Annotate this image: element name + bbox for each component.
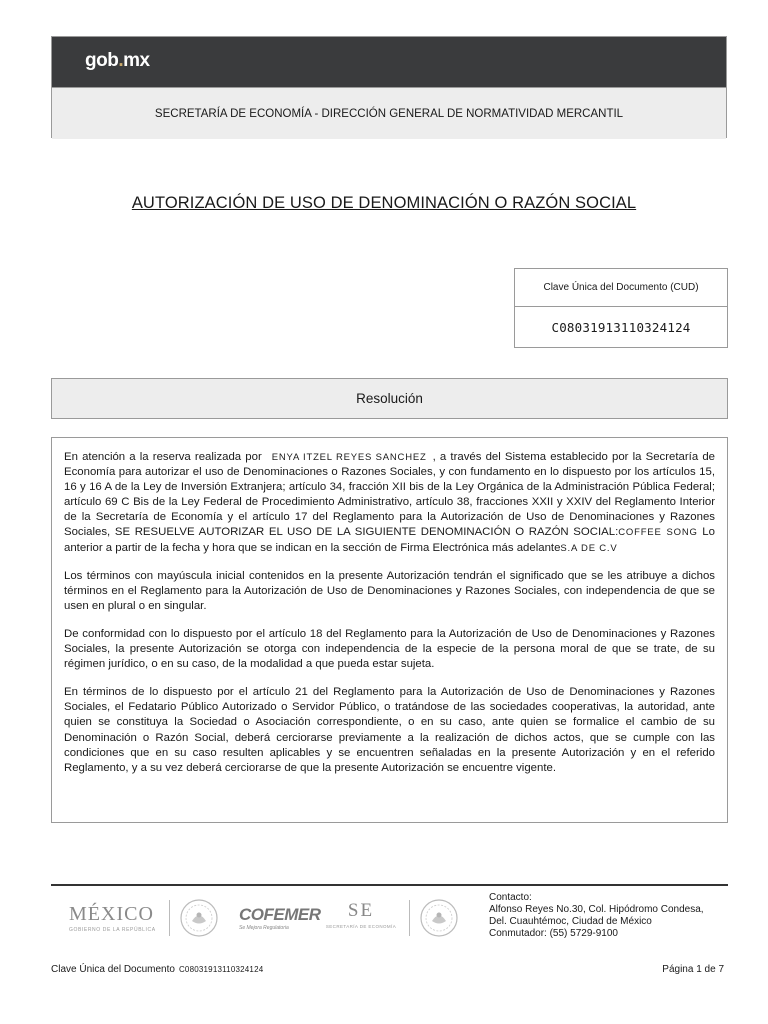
- logo-text-mx: mx: [123, 50, 150, 71]
- contact-label: Contacto:: [489, 892, 532, 903]
- national-seal-icon: [179, 898, 219, 938]
- paragraph-3: De conformidad con lo dispuesto por el artículo 18 del Reglamento para la Autorización de Uso de Denominaciones y Razones Sociales, la presente Autorización se otorga con independencia de la especie de la persona moral de que se trate, de su régimen jurídico, o en su caso, de la modalidad a que pueda estar sujeta.: [64, 627, 715, 671]
- contact-address-2: Del. Cuauhtémoc, Ciudad de México: [489, 916, 652, 927]
- se-logo-text: SE: [347, 900, 375, 921]
- applicant-name: ENYA ITZEL REYES SANCHEZ: [271, 452, 427, 463]
- contact-phone: Conmutador: (55) 5729-9100: [489, 928, 618, 939]
- mexico-logo: MÉXICO: [69, 903, 154, 925]
- logo-separator: [409, 900, 410, 936]
- footer-cud-value: C08031913110324124: [178, 965, 264, 974]
- gobmx-bar: [52, 37, 726, 87]
- contact-block: [489, 892, 704, 940]
- footer-divider: [51, 884, 728, 886]
- cofemer-logo-subtitle: Se Mejora Regulatoria: [239, 925, 289, 931]
- se-logo-subtitle: SECRETARÍA DE ECONOMÍA: [325, 924, 397, 929]
- resolution-body: [51, 437, 728, 823]
- company-type: S.A DE C.V: [560, 542, 618, 554]
- contact-address-1: Alfonso Reyes No.30, Col. Hipódromo Condesa,: [489, 904, 704, 915]
- footer-cud-label: Clave Única del Documento: [51, 964, 175, 975]
- footer-logos: [51, 888, 481, 946]
- cud-box: [514, 268, 728, 348]
- p1-legal-basis: , a través del Sistema establecido por la Secretaría de Economía para autorizar el uso de Denominaciones o Razones Sociales, y con fundamento en lo dispuesto por los artículos 15, 16 y 16 A de la Ley de Inversión Extranjera; artículo 34, fracción XII bis de la Ley Orgánica de la Administración Pública Federal; artículo 69 C Bis de la Ley Federal de Procedimiento Administrativo, artículo 38, fracciones XXII y XXIV del Reglamento Interior de la Secretaría de Economía y el artículo 17 del Reglamento para la Autorización de Uso de Denominaciones y Razones Sociales, SE RESUELVE AUTORIZAR EL USO DE LA SIGUIENTE DENOMINACIÓN O RAZÓN SOCIAL:: [64, 451, 715, 539]
- document-header: [51, 36, 727, 138]
- company-name: COFFEE SONG: [618, 527, 698, 539]
- paragraph-1: [64, 450, 715, 556]
- p1-closing: Lo anterior a partir de la fecha y hora que se indican en la sección de Firma Electrónica más adelante: [64, 526, 715, 554]
- se-logo: [321, 900, 401, 929]
- page-number: Página 1 de 7: [662, 964, 724, 975]
- national-seal-icon: [419, 898, 459, 938]
- footer-cud: [51, 964, 263, 975]
- logo-text-gob: gob: [85, 50, 119, 71]
- logo-dot: .: [118, 50, 124, 71]
- paragraph-2: Los términos con mayúscula inicial contenidos en la presente Autorización tendrán el significado que se les atribuye a dichos términos en el Reglamento para la Autorización de Uso de Denominaciones y Razones Sociales, con independencia de que se usen en plural o en singular.: [64, 569, 715, 612]
- cofemer-logo: COFEMER: [239, 905, 321, 924]
- p1-intro: En atención a la reserva realizada por: [64, 451, 262, 463]
- resolution-heading: Resolución: [51, 378, 728, 419]
- document-title: AUTORIZACIÓN DE USO DE DENOMINACIÓN O RAZÓN SOCIAL: [131, 194, 637, 212]
- gobmx-logo[interactable]: [85, 50, 150, 72]
- paragraph-4: En términos de lo dispuesto por el artículo 21 del Reglamento para la Autorización de Uso de Denominaciones y Razones Sociales, el Fedatario Público Autorizado o Servidor Público, o tratándose de las sociedades cooperativas, la autoridad, ante quien se constituya la Sociedad o Asociación correspondiente, o en su caso, ante quien se formalice el cambio de su Denominación o Razón Social, deberá cerciorarse previamente a la realización de dichos actos, que se cumple con las condiciones que en su caso resulten aplicables y se encuentren señaladas en la presente Autorización y en el referido Reglamento, y a su vez deberá cerciorarse de que la presente Autorización se encuentre vigente.: [64, 686, 715, 774]
- cud-label: Clave Única del Documento (CUD): [515, 269, 727, 307]
- logo-separator: [169, 900, 170, 936]
- mexico-logo-subtitle: GOBIERNO DE LA REPÚBLICA: [69, 927, 156, 933]
- cud-value: C08031913110324124: [551, 320, 691, 335]
- ministry-subtitle: SECRETARÍA DE ECONOMÍA - DIRECCIÓN GENERAL DE NORMATIVIDAD MERCANTIL: [52, 87, 726, 139]
